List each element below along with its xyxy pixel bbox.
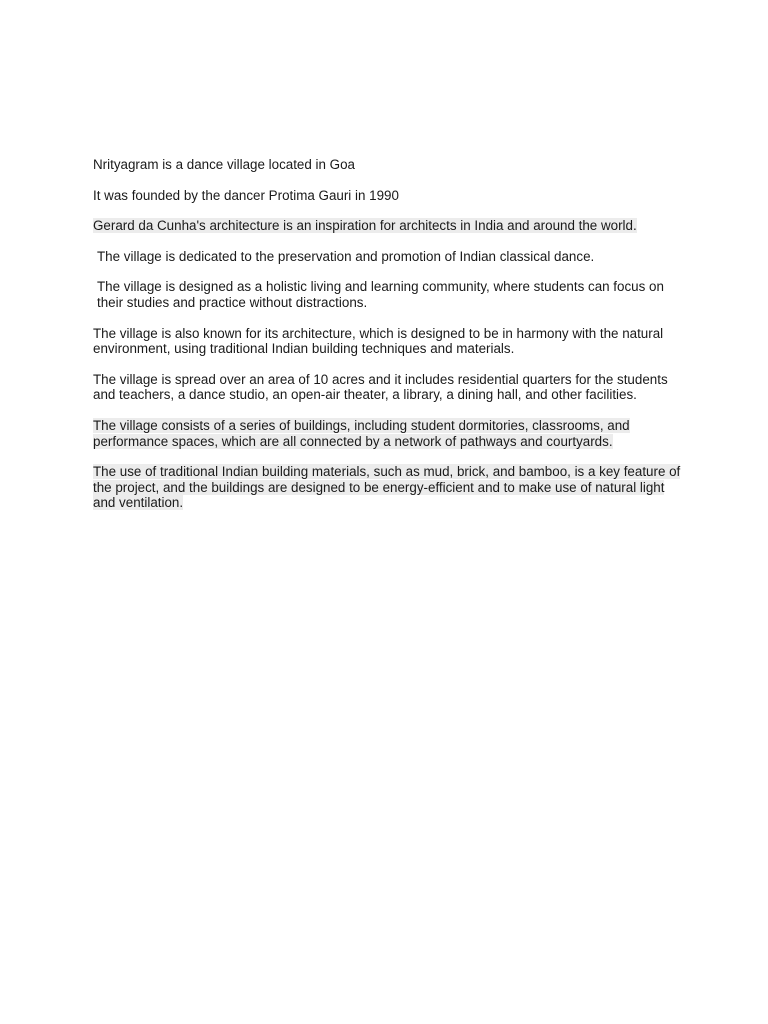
paragraph-text: The use of traditional Indian building materials, such as mud, brick, and bamboo, is a key feature of the project, and the buildings are designed to be energy-efficient and to make use of natural light and ventilation. [93,464,681,511]
paragraph-text: The village consists of a series of buildings, including student dormitories, classrooms, and performance spaces, which are all connected by a network of pathways and courtyards. [93,417,630,449]
paragraph [93,279,683,310]
paragraph-text: It was founded by the dancer Protima Gauri in 1990 [93,187,399,203]
document-body [93,157,683,526]
paragraph-text: Gerard da Cunha's architecture is an inspiration for architects in India and around the world. [93,218,637,234]
paragraph-text: The village is spread over an area of 10 acres and it includes residential quarters for the students and teachers, a dance studio, an open-air theater, a library, a dining hall, and other facilities. [93,371,668,403]
paragraph [93,188,683,204]
paragraph-highlighted [93,418,683,449]
paragraph-text: Nrityagram is a dance village located in Goa [93,157,355,172]
paragraph [93,372,683,403]
paragraph-text: The village is designed as a holistic living and learning community, where students can focus on their studies and practice without distractions. [97,279,664,310]
paragraph-text: The village is also known for its architecture, which is designed to be in harmony with the natural environment, using traditional Indian building techniques and materials. [93,325,664,357]
paragraph-text: The village is dedicated to the preservation and promotion of Indian classical dance. [97,248,595,264]
paragraph [93,157,683,173]
paragraph-highlighted [93,464,683,511]
paragraph-highlighted [93,218,683,234]
paragraph [93,326,683,357]
paragraph [93,249,683,265]
